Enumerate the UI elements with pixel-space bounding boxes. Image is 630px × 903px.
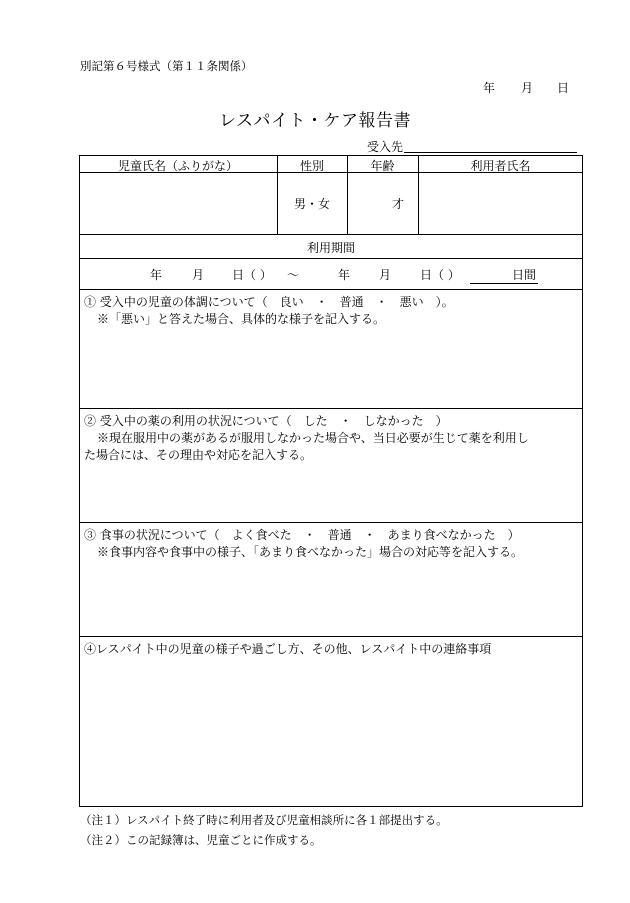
recipient-label: 受入先 bbox=[367, 140, 404, 154]
section-1-title: ① 受入中の児童の体調について（ 良い ・ 普通 ・ 悪い ）。 bbox=[84, 295, 454, 309]
period-end-month: 月 bbox=[379, 268, 392, 282]
child-name-field[interactable] bbox=[80, 174, 276, 233]
period-start-month: 月 bbox=[192, 268, 205, 282]
divider bbox=[79, 636, 583, 637]
period-tilde: ～ bbox=[287, 268, 300, 282]
user-name-header: 利用者氏名 bbox=[470, 159, 531, 173]
section-2-input-area[interactable] bbox=[80, 465, 582, 521]
age-unit: 才 bbox=[392, 197, 405, 211]
section-3-note: ※食事内容や食事中の様子、「あまり食べなかった」場合の対応等を記入する。 bbox=[97, 545, 524, 559]
user-name-field[interactable] bbox=[419, 174, 582, 233]
section-2-note-1: ※現在服用中の薬があるが服用しなかった場合や、当日必要が生じて薬を利用し bbox=[97, 431, 529, 445]
period-label: 利用期間 bbox=[306, 241, 355, 255]
footnote-2: （注２）この記録簿は、児童ごとに作成する。 bbox=[80, 833, 322, 847]
divider bbox=[79, 408, 583, 409]
child-name-header: 児童氏名（ふりがな） bbox=[117, 159, 238, 173]
gender-options[interactable]: 男・女 bbox=[293, 197, 330, 211]
period-days-label: 日間 bbox=[512, 268, 537, 282]
recipient-field-line[interactable] bbox=[404, 152, 577, 153]
date-year-label: 年 bbox=[483, 81, 496, 95]
gender-header: 性別 bbox=[299, 159, 324, 173]
date-day-label: 日 bbox=[557, 81, 570, 95]
divider bbox=[79, 522, 583, 523]
age-header: 年齢 bbox=[370, 159, 395, 173]
section-3-title: ③ 食事の状況について（ よく食べた ・ 普通 ・ あまり食べなかった ） bbox=[84, 528, 520, 542]
footnote-1: （注１）レスパイト終了時に利用者及び児童相談所に各１部提出する。 bbox=[80, 813, 448, 827]
period-start-day: 日（ ） bbox=[232, 268, 272, 282]
divider bbox=[79, 234, 583, 235]
section-2-title: ② 受入中の薬の利用の状況について（ した ・ しなかった ） bbox=[84, 414, 448, 428]
section-4-title: ④レスパイト中の児童の様子や過ごし方、その他、レスパイト中の連絡事項 bbox=[84, 642, 492, 656]
period-end-year: 年 bbox=[338, 268, 351, 282]
period-end-day: 日（ ） bbox=[420, 268, 460, 282]
period-days-field[interactable] bbox=[470, 283, 538, 284]
section-2-note-2: た場合には、その理由や対応を記入する。 bbox=[84, 448, 313, 462]
form-id: 別記第６号様式（第１１条関係） bbox=[80, 59, 253, 73]
section-3-input-area[interactable] bbox=[80, 563, 582, 635]
section-1-input-area[interactable] bbox=[80, 330, 582, 407]
page-title: レスパイト・ケア報告書 bbox=[219, 111, 411, 131]
date-month-label: 月 bbox=[521, 81, 534, 95]
period-start-year: 年 bbox=[150, 268, 163, 282]
section-4-input-area[interactable] bbox=[80, 660, 582, 805]
section-1-note: ※「悪い」と答えた場合、具体的な様子を記入する。 bbox=[97, 312, 386, 326]
divider bbox=[79, 289, 583, 290]
divider bbox=[79, 258, 583, 259]
